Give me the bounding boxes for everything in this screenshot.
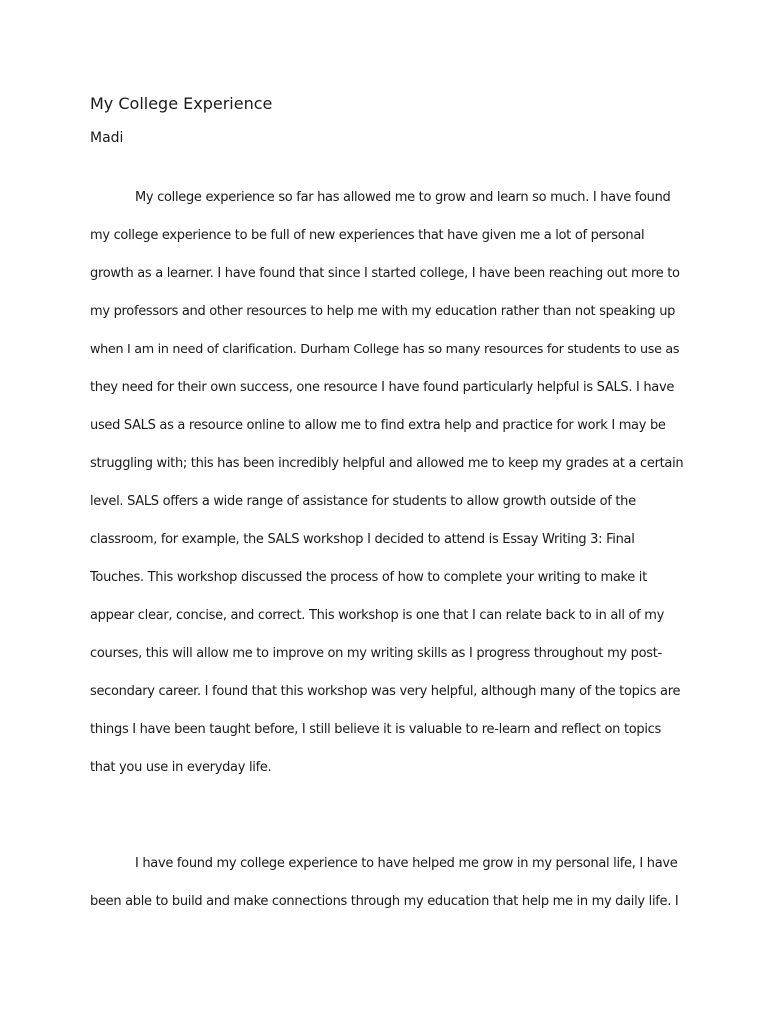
paragraph-1-line-13: courses, this will allow me to improve on my writing skills as I progress throughout my post- bbox=[90, 646, 662, 661]
paragraph-1-line-3: growth as a learner. I have found that since I started college, I have been reaching out more to bbox=[90, 266, 680, 281]
paragraph-1-line-7: used SALS as a resource online to allow me to find extra help and practice for work I may be bbox=[90, 418, 666, 433]
paragraph-1-line-16: that you use in everyday life. bbox=[90, 760, 272, 775]
paragraph-1-line-14: secondary career. I found that this workshop was very helpful, although many of the topics are bbox=[90, 684, 681, 699]
paragraph-1-line-1: My college experience so far has allowed me to grow and learn so much. I have found bbox=[135, 190, 671, 205]
paragraph-2-line-1: I have found my college experience to have helped me grow in my personal life, I have bbox=[135, 856, 678, 871]
paragraph-1-line-11: Touches. This workshop discussed the process of how to complete your writing to make it bbox=[90, 570, 647, 585]
paragraph-1-line-2: my college experience to be full of new experiences that have given me a lot of personal bbox=[90, 228, 645, 243]
paragraph-2-line-2: been able to build and make connections through my education that help me in my daily life. I bbox=[90, 894, 679, 909]
document-title: My College Experience bbox=[90, 94, 273, 113]
paragraph-1-line-10: classroom, for example, the SALS workshop I decided to attend is Essay Writing 3: Final bbox=[90, 532, 635, 547]
author-name: Madi bbox=[90, 130, 124, 146]
paragraph-1-line-8: struggling with; this has been incredibly helpful and allowed me to keep my grades at a certain bbox=[90, 456, 684, 471]
paragraph-1-line-4: my professors and other resources to help me with my education rather than not speaking up bbox=[90, 304, 676, 319]
paragraph-1-line-12: appear clear, concise, and correct. This workshop is one that I can relate back to in all of my bbox=[90, 608, 664, 623]
paragraph-1-line-5: when I am in need of clarification. Durham College has so many resources for students to use as bbox=[90, 342, 680, 357]
paragraph-1-line-9: level. SALS offers a wide range of assistance for students to allow growth outside of the bbox=[90, 494, 636, 509]
paragraph-1-line-15: things I have been taught before, I still believe it is valuable to re-learn and reflect on topics bbox=[90, 722, 661, 737]
paragraph-1-line-6: they need for their own success, one resource I have found particularly helpful is SALS. I have bbox=[90, 380, 675, 395]
